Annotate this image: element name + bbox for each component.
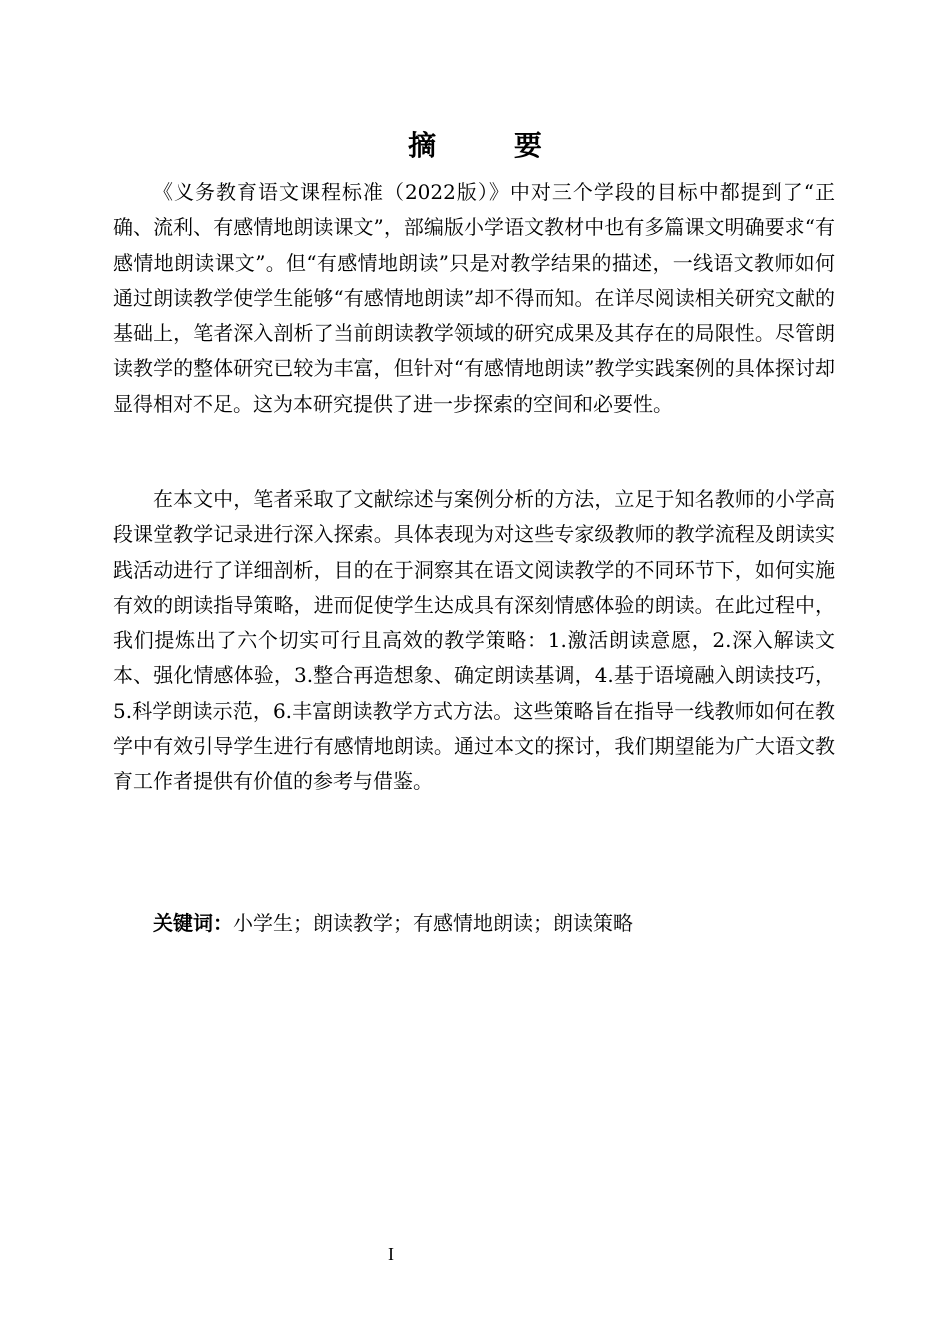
keywords-label: 关键词： bbox=[153, 911, 233, 935]
page-title: 摘 要 bbox=[408, 129, 576, 162]
abstract-paragraph-2: 在本文中，笔者采取了文献综述与案例分析的方法，立足于知名教师的小学高段课堂教学记录进行深入探索。具体表现为对这些专家级教师的教学流程及朗读实践活动进行了详细剖析，目的在于洞察其在语文阅读教学的不同环节下，如何实施有效的朗读指导策略，进而促使学生达成具有深刻情感体验的朗读。在此过程中，我们提炼出了六个切实可行且高效的教学策略：1.激活朗读意愿，2.深入解读文本、强化情感体验，3.整合再造想象、确定朗读基调，4.基于语境融入朗读技巧，5.科学朗读示范，6.丰富朗读教学方式方法。这些策略旨在指导一线教师如何在教学中有效引导学生进行有感情地朗读。通过本文的探讨，我们期望能为广大语文教育工作者提供有价值的参考与借鉴。 bbox=[113, 487, 835, 794]
keywords-line bbox=[153, 905, 633, 941]
keywords-value: 小学生；朗读教学；有感情地朗读；朗读策略 bbox=[233, 911, 633, 935]
page-number: I bbox=[388, 1244, 394, 1264]
abstract-paragraph-1: 《义务教育语文课程标准（2022版）》中对三个学段的目标中都提到了“正确、流利、有感情地朗读课文”，部编版小学语文教材中也有多篇课文明确要求“有感情地朗读课文”。但“有感情地朗读”只是对教学结果的描述，一线语文教师如何通过朗读教学使学生能够“有感情地朗读”却不得而知。在详尽阅读相关研究文献的基础上，笔者深入剖析了当前朗读教学领域的研究成果及其存在的局限性。尽管朗读教学的整体研究已较为丰富，但针对“有感情地朗读”教学实践案例的具体探讨却显得相对不足。这为本研究提供了进一步探索的空间和必要性。 bbox=[113, 180, 835, 416]
page-number-footer bbox=[0, 1242, 950, 1266]
